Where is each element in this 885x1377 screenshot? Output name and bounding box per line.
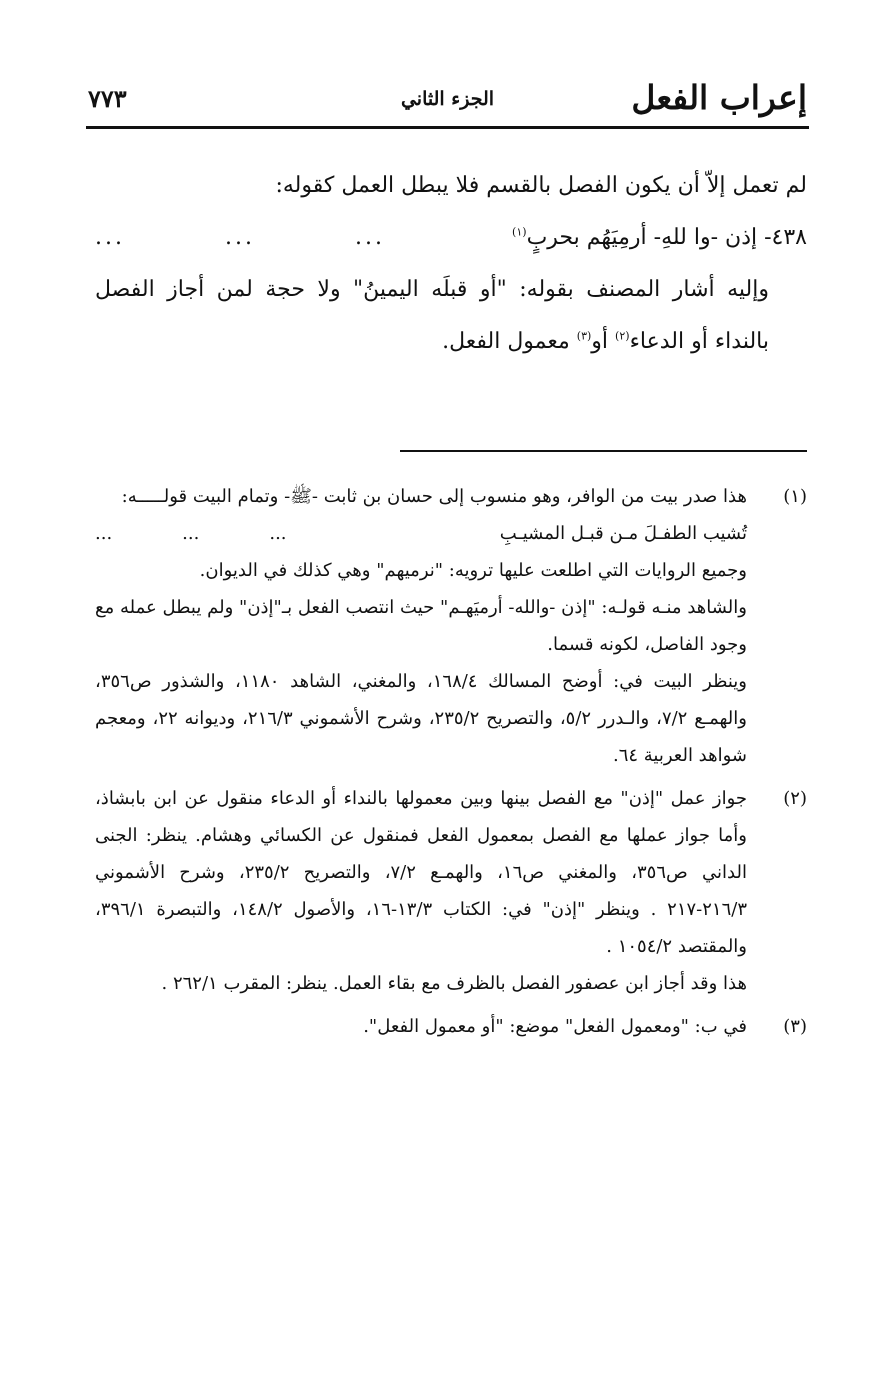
ellipsis: ... xyxy=(354,225,385,250)
ellipsis: ... xyxy=(224,225,255,250)
footnote-verse-text: تُشيب الطفـلَ مـن قبـل المشيـبِ xyxy=(499,523,747,544)
verse-number: ٤٣٨- xyxy=(764,225,807,250)
footnote-number: (٢) xyxy=(783,788,807,809)
part-label: الجزء الثاني xyxy=(400,88,495,110)
footnote-body xyxy=(95,1008,747,1045)
paragraph-text: معمول الفعل. xyxy=(442,329,570,354)
paragraph-text: أو xyxy=(591,329,609,354)
ellipsis: ... xyxy=(269,523,287,544)
footnote-text: وينظر البيت في: أوضح المسالك ١٦٨/٤، والمغني، الشاهد ١١٨٠، والشذور ص٣٥٦، والهمـع ٧/٢، والـدرر ٥/٢، والتصريح ٢٣٥/٢، وشرح الأشموني ٢١٦/٣، وديوانه ٢٢، ومعجم شواهد العربية ٦٤. xyxy=(95,671,747,766)
footnote xyxy=(95,1008,807,1045)
body-paragraph xyxy=(95,264,807,368)
footnote-verse xyxy=(95,515,747,552)
ellipsis: ... xyxy=(95,523,113,544)
footnote-text: هذا صدر بيت من الوافر، وهو منسوب إلى حسان بن ثابت -ﷺ- وتمام البيت قولـــــه: xyxy=(121,486,747,507)
footnote-text: والشاهد منـه قولـه: "إذن -والله- أرميَهـم" حيث انتصب الفعل بـ"إذن" ولم يبطل عمله مع وجود الفاصل، لكونه قسما. xyxy=(95,597,747,655)
chapter-title: إعراب الفعل xyxy=(631,78,807,117)
footnote-text: هذا وقد أجاز ابن عصفور الفصل بالظرف مع بقاء العمل. ينظر: المقرب ٢٦٢/١ . xyxy=(161,973,747,994)
footnote-text: جواز عمل "إذن" مع الفصل بينها وبين معمولها بالنداء أو الدعاء منقول عن ابن بابشاذ، وأما جواز عملها مع الفصل بمعمول الفعل فمنقول عن الكسائي وهشام. ينظر: الجنى الداني ص٣٥٦، والمغني ص١٦، والهمـع ٧/٢، والتصريح ٢٣٥/٢، وشرح الأشموني ٢١٦/٣-٢١٧ . وينظر "إذن" في: الكتاب ١٣/٣-١٦، والأصول ١٤٨/٢، والتبصرة ٣٩٦/١، والمقتصد ١٠٥٤/٢ . xyxy=(95,788,748,957)
ellipsis: ... xyxy=(95,225,125,250)
footnote-text: في ب: "ومعمول الفعل" موضع: "أو معمول الفعل". xyxy=(363,1016,747,1037)
verse-text: إذن -وا للهِ- أرمِيَهُم بحربٍ xyxy=(526,225,758,250)
verse-content xyxy=(512,212,807,264)
footnote-ref: (٣) xyxy=(576,329,592,343)
footnote-number: (١) xyxy=(783,486,807,507)
footnote-separator xyxy=(400,450,807,452)
footnote-ref: (٢) xyxy=(615,329,630,343)
ellipsis: ... xyxy=(182,523,200,544)
footnote xyxy=(95,780,807,1002)
verse-ellipsis xyxy=(95,212,385,264)
footnote-body xyxy=(95,780,747,1002)
footnote xyxy=(95,478,807,774)
header-rule xyxy=(86,126,809,129)
body-line: لم تعمل إلاّ أن يكون الفصل بالقسم فلا يبطل العمل كقوله: xyxy=(275,173,807,198)
verse-line xyxy=(95,212,807,264)
page-header xyxy=(88,78,807,122)
page-number: ٧٧٣ xyxy=(88,84,127,113)
paragraph-text: وإليه أشار المصنف بقوله: "أو قبلَه اليمينُ" ولا حجة لمن أجاز الفصل بالنداء أو الدعاء xyxy=(95,277,769,354)
footnote-ref: (١) xyxy=(512,225,527,239)
main-text xyxy=(95,160,807,368)
footnote-number: (٣) xyxy=(783,1016,807,1037)
verse-ellipsis xyxy=(95,515,287,552)
footnotes xyxy=(95,478,807,1051)
footnote-body xyxy=(95,478,747,774)
footnote-text: وجميع الروايات التي اطلعت عليها ترويه: "نرميهم" وهي كذلك في الديوان. xyxy=(199,560,747,581)
